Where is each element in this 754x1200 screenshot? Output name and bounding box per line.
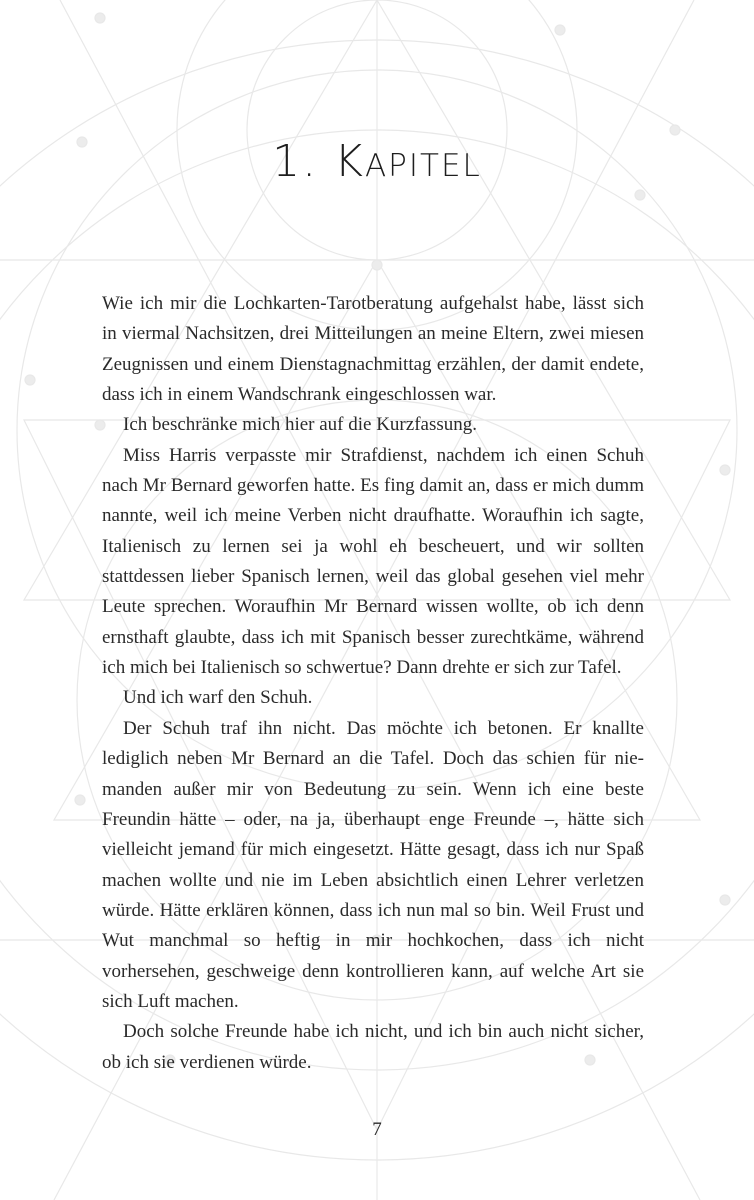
paragraph: Der Schuh traf ihn nicht. Das möchte ich betonen. Er knallte lediglich neben Mr Bernard an die Tafel. Doch das schien für niemanden außer mir von Bedeutung zu sein. Wenn ich eine beste Freundin hätte – oder, na ja, überhaupt enge Freunde –, hätte sich vielleicht jemand für mich eingesetzt. Hätte gesagt, dass ich nur Spaß machen wollte und nie im Leben absichtlich einen Lehrer verletzen würde. Hätte erklären können, dass ich nun mal so bin. Weil Frust und Wut manchmal so heftig in mir hochkochen, dass ich nicht vorhersehen, geschweige denn kontrollieren kann, auf welche Art sie sich Luft machen.: [102, 717, 644, 1012]
paragraph: Ich beschränke mich hier auf die Kurzfassung.: [123, 414, 477, 436]
chapter-body: [102, 289, 644, 1078]
paragraph: Doch solche Freunde habe ich nicht, und ich bin auch nicht sicher, ob ich sie verdienen würde.: [102, 1021, 644, 1073]
paragraph: Und ich warf den Schuh.: [123, 687, 313, 709]
paragraph: Wie ich mir die Lochkarten-Tarotberatung aufgehalst habe, lässt sich in viermal Nachsitzen, drei Mitteilungen an meine Eltern, zwei miesen Zeugnissen und einem Dienstagnachmittag erzählen, der damit endete, dass ich in einem Wandschrank eingeschlossen war.: [102, 293, 644, 406]
chapter-title: 1. Kapitel: [272, 136, 482, 187]
paragraph: Miss Harris verpasste mir Strafdienst, nachdem ich einen Schuh nach Mr Bernard geworfen hatte. Es fing damit an, dass er mich dumm nannte, weil ich meine Verben nicht draufhatte. Woraufhin ich sagte, Italienisch zu lernen sei ja wohl eh bescheuert, und wir sollten stattdessen lieber Spanisch lernen, weil das global gesehen viel mehr Leute sprechen. Woraufhin Mr Bernard wissen wollte, ob ich denn ernsthaft glaubte, dass ich mit Spanisch besser zurechtkäme, während ich mich bei Italienisch so schwertue? Dann drehte er sich zur Tafel.: [102, 444, 644, 679]
page-number: 7: [372, 1119, 382, 1140]
